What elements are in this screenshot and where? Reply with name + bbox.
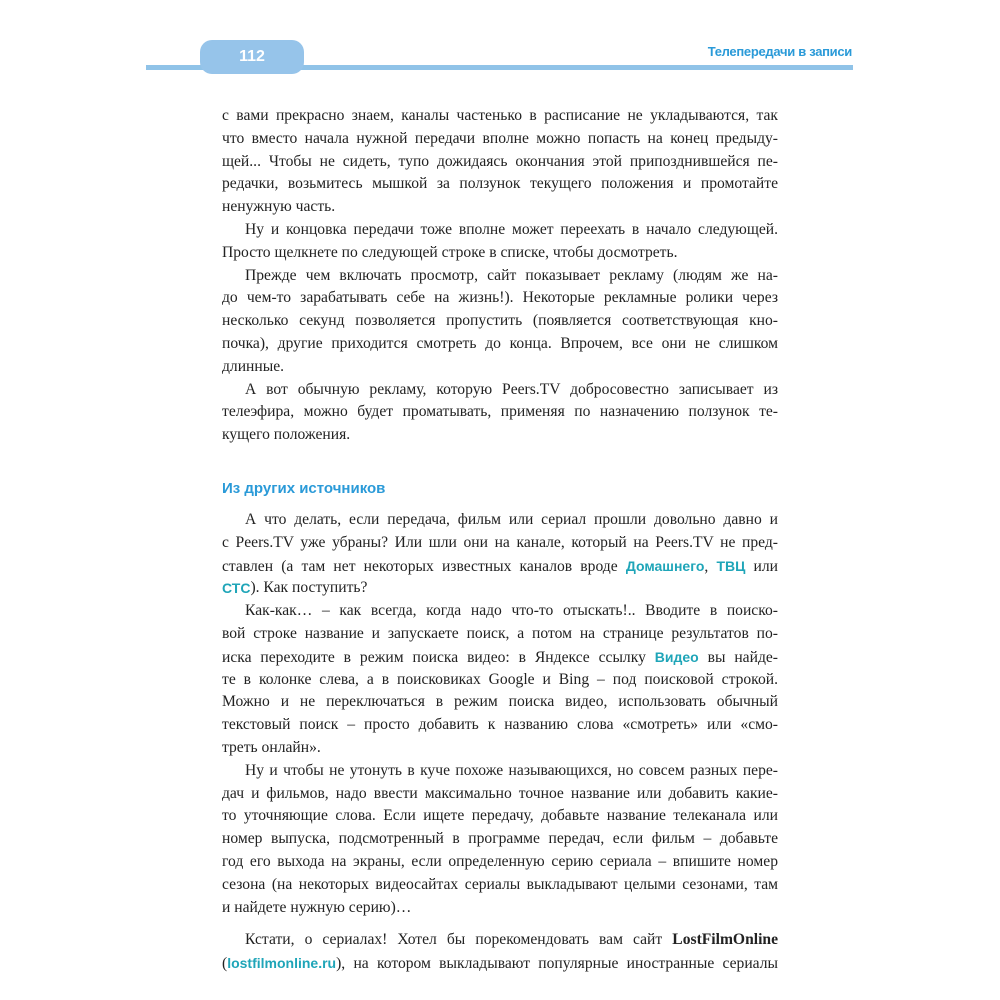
- text-line: [222, 424, 778, 447]
- text-segment: кущего положения.: [222, 426, 351, 444]
- text-segment: ненужную часть.: [222, 198, 336, 216]
- text-segment: до чем-то зарабатывать себе на жизнь!). Некоторые рекламные ролики через: [222, 289, 778, 307]
- text-segment: несколько секунд позволяется пропустить (появляется соответствующая кно-: [222, 312, 778, 330]
- text-segment: номер выпуска, подсмотренный в программе передач, если фильм – добавьте: [222, 830, 778, 848]
- text-line: [222, 783, 778, 806]
- text-line: [222, 897, 778, 920]
- text-segment: Просто щелкнете по следующей строке в списке, чтобы досмотреть.: [222, 243, 678, 261]
- text-line: [222, 532, 778, 555]
- text-segment: телеэфира, можно будет проматывать, применяя по назначению ползунок те-: [222, 403, 778, 421]
- text-segment: что вместо начала нужной передачи вполне можно попасть на конец предыду-: [222, 129, 778, 147]
- text-segment: сезона (на некоторых видеосайтах сериалы выкладывают целыми сезонами, там: [222, 875, 778, 893]
- paragraph: [222, 379, 778, 447]
- text-segment: вы найде-: [698, 648, 779, 666]
- highlighted-term: СТС: [222, 580, 251, 597]
- text-segment: текстовый поиск – просто добавить к названию слова «смотреть» или «смо-: [222, 716, 778, 734]
- page-number-badge: 112: [200, 40, 304, 74]
- text-segment: Ну и концовка передачи тоже вполне может переехать в начало следующей.: [245, 220, 778, 238]
- text-segment: с вами прекрасно знаем, каналы частенько в расписание не укладываются, так: [222, 107, 778, 124]
- section-other-sources: [222, 509, 778, 975]
- text-line: [222, 646, 778, 669]
- text-line: [222, 714, 778, 737]
- text-line: [222, 760, 778, 783]
- text-line: [222, 737, 778, 760]
- paragraph: [222, 105, 778, 219]
- text-line: [222, 105, 778, 128]
- text-line: [222, 691, 778, 714]
- running-title: Телепередачи в записи: [707, 44, 852, 59]
- highlighted-term: Домашнего: [625, 557, 705, 574]
- text-line: [222, 623, 778, 646]
- text-segment: почка), другие приходится смотреть до конца. Впрочем, все они не слишком: [222, 334, 778, 352]
- text-line: [222, 379, 778, 402]
- text-segment: (: [222, 955, 228, 973]
- text-segment: ,: [704, 557, 717, 575]
- text-segment: Ну и чтобы не утонуть в куче похоже называющихся, но совсем разных пере-: [245, 761, 778, 779]
- paragraph: [222, 219, 778, 265]
- bold-term: LostFilmOnline: [672, 931, 778, 949]
- text-segment: год его выхода на экраны, если определенную серию сериала – впишите номер: [222, 852, 778, 870]
- text-segment: длинные.: [222, 357, 285, 375]
- text-segment: с Peers.TV уже убраны? Или шли они на канале, который на Peers.TV не пред-: [222, 533, 778, 551]
- text-line: [222, 333, 778, 356]
- highlighted-term: ТВЦ: [716, 557, 746, 574]
- text-segment: Как-как… – как всегда, когда надо что-то отыскать!.. Вводите в поиско-: [245, 602, 778, 620]
- section-heading: Из других источников: [222, 479, 386, 497]
- text-line: [222, 219, 778, 242]
- text-line: [222, 555, 778, 578]
- text-segment: А что делать, если передача, фильм или сериал прошли довольно давно и: [245, 510, 778, 528]
- text-segment: щей... Чтобы не сидеть, тупо дожидаясь окончания этой припозднившейся пе-: [222, 152, 778, 170]
- text-segment: ), на котором выкладывают популярные иностранные сериалы: [336, 955, 778, 973]
- text-segment: треть онлайн».: [222, 738, 321, 756]
- text-line: [222, 509, 778, 532]
- paragraph: [222, 760, 778, 920]
- text-line: [222, 173, 778, 196]
- text-segment: иска переходите в режим поиска видео: в Яндексе ссылку: [222, 648, 655, 666]
- text-segment: А вот обычную рекламу, которую Peers.TV добросовестно записывает из: [245, 380, 778, 398]
- text-line: [222, 310, 778, 333]
- text-line: [222, 851, 778, 874]
- text-line: [222, 929, 778, 952]
- text-segment: то уточняющие слова. Если ищете передачу, добавьте название телеканала или: [222, 807, 778, 825]
- text-segment: ставлен (а там нет некоторых известных каналов вроде: [222, 557, 626, 575]
- paragraph: [222, 929, 778, 975]
- text-line: [222, 669, 778, 692]
- text-segment: редачки, возьмитесь мышкой за ползунок текущего положения и промотайте: [222, 175, 778, 193]
- text-line: [222, 151, 778, 174]
- text-segment: дач и фильмов, надо ввести максимально точное название или добавить какие-: [222, 784, 778, 802]
- text-segment: и найдете нужную серию)…: [222, 898, 412, 916]
- section-intro: [222, 105, 778, 447]
- text-line: [222, 196, 778, 219]
- text-line: [222, 128, 778, 151]
- paragraph: [222, 265, 778, 379]
- text-line: [222, 600, 778, 623]
- text-segment: Можно и не переключаться в режим поиска видео, использовать обычный: [222, 693, 778, 711]
- text-segment: ). Как поступить?: [250, 579, 368, 597]
- text-line: [222, 874, 778, 897]
- text-segment: вой строке название и запускаете поиск, а потом на странице результатов по-: [222, 624, 778, 642]
- text-segment: Прежде чем включать просмотр, сайт показывает рекламу (людям же на-: [245, 266, 778, 284]
- text-line: [222, 242, 778, 265]
- text-line: [222, 265, 778, 288]
- text-segment: или: [745, 557, 779, 575]
- paragraph: [222, 509, 778, 600]
- text-line: [222, 401, 778, 424]
- text-segment: Кстати, о сериалах! Хотел бы порекомендовать вам сайт: [245, 931, 673, 949]
- text-line: [222, 577, 778, 600]
- text-segment: те в колонке слева, а в поисковиках Google и Bing – под поисковой строкой.: [222, 670, 778, 688]
- text-line: [222, 356, 778, 379]
- paragraph: [222, 600, 778, 760]
- highlighted-term: Видео: [654, 648, 699, 665]
- highlighted-term: lostfilmonline.ru: [227, 955, 337, 972]
- text-line: [222, 805, 778, 828]
- text-line: [222, 952, 778, 975]
- body-text: [222, 105, 778, 975]
- text-line: [222, 828, 778, 851]
- text-line: [222, 287, 778, 310]
